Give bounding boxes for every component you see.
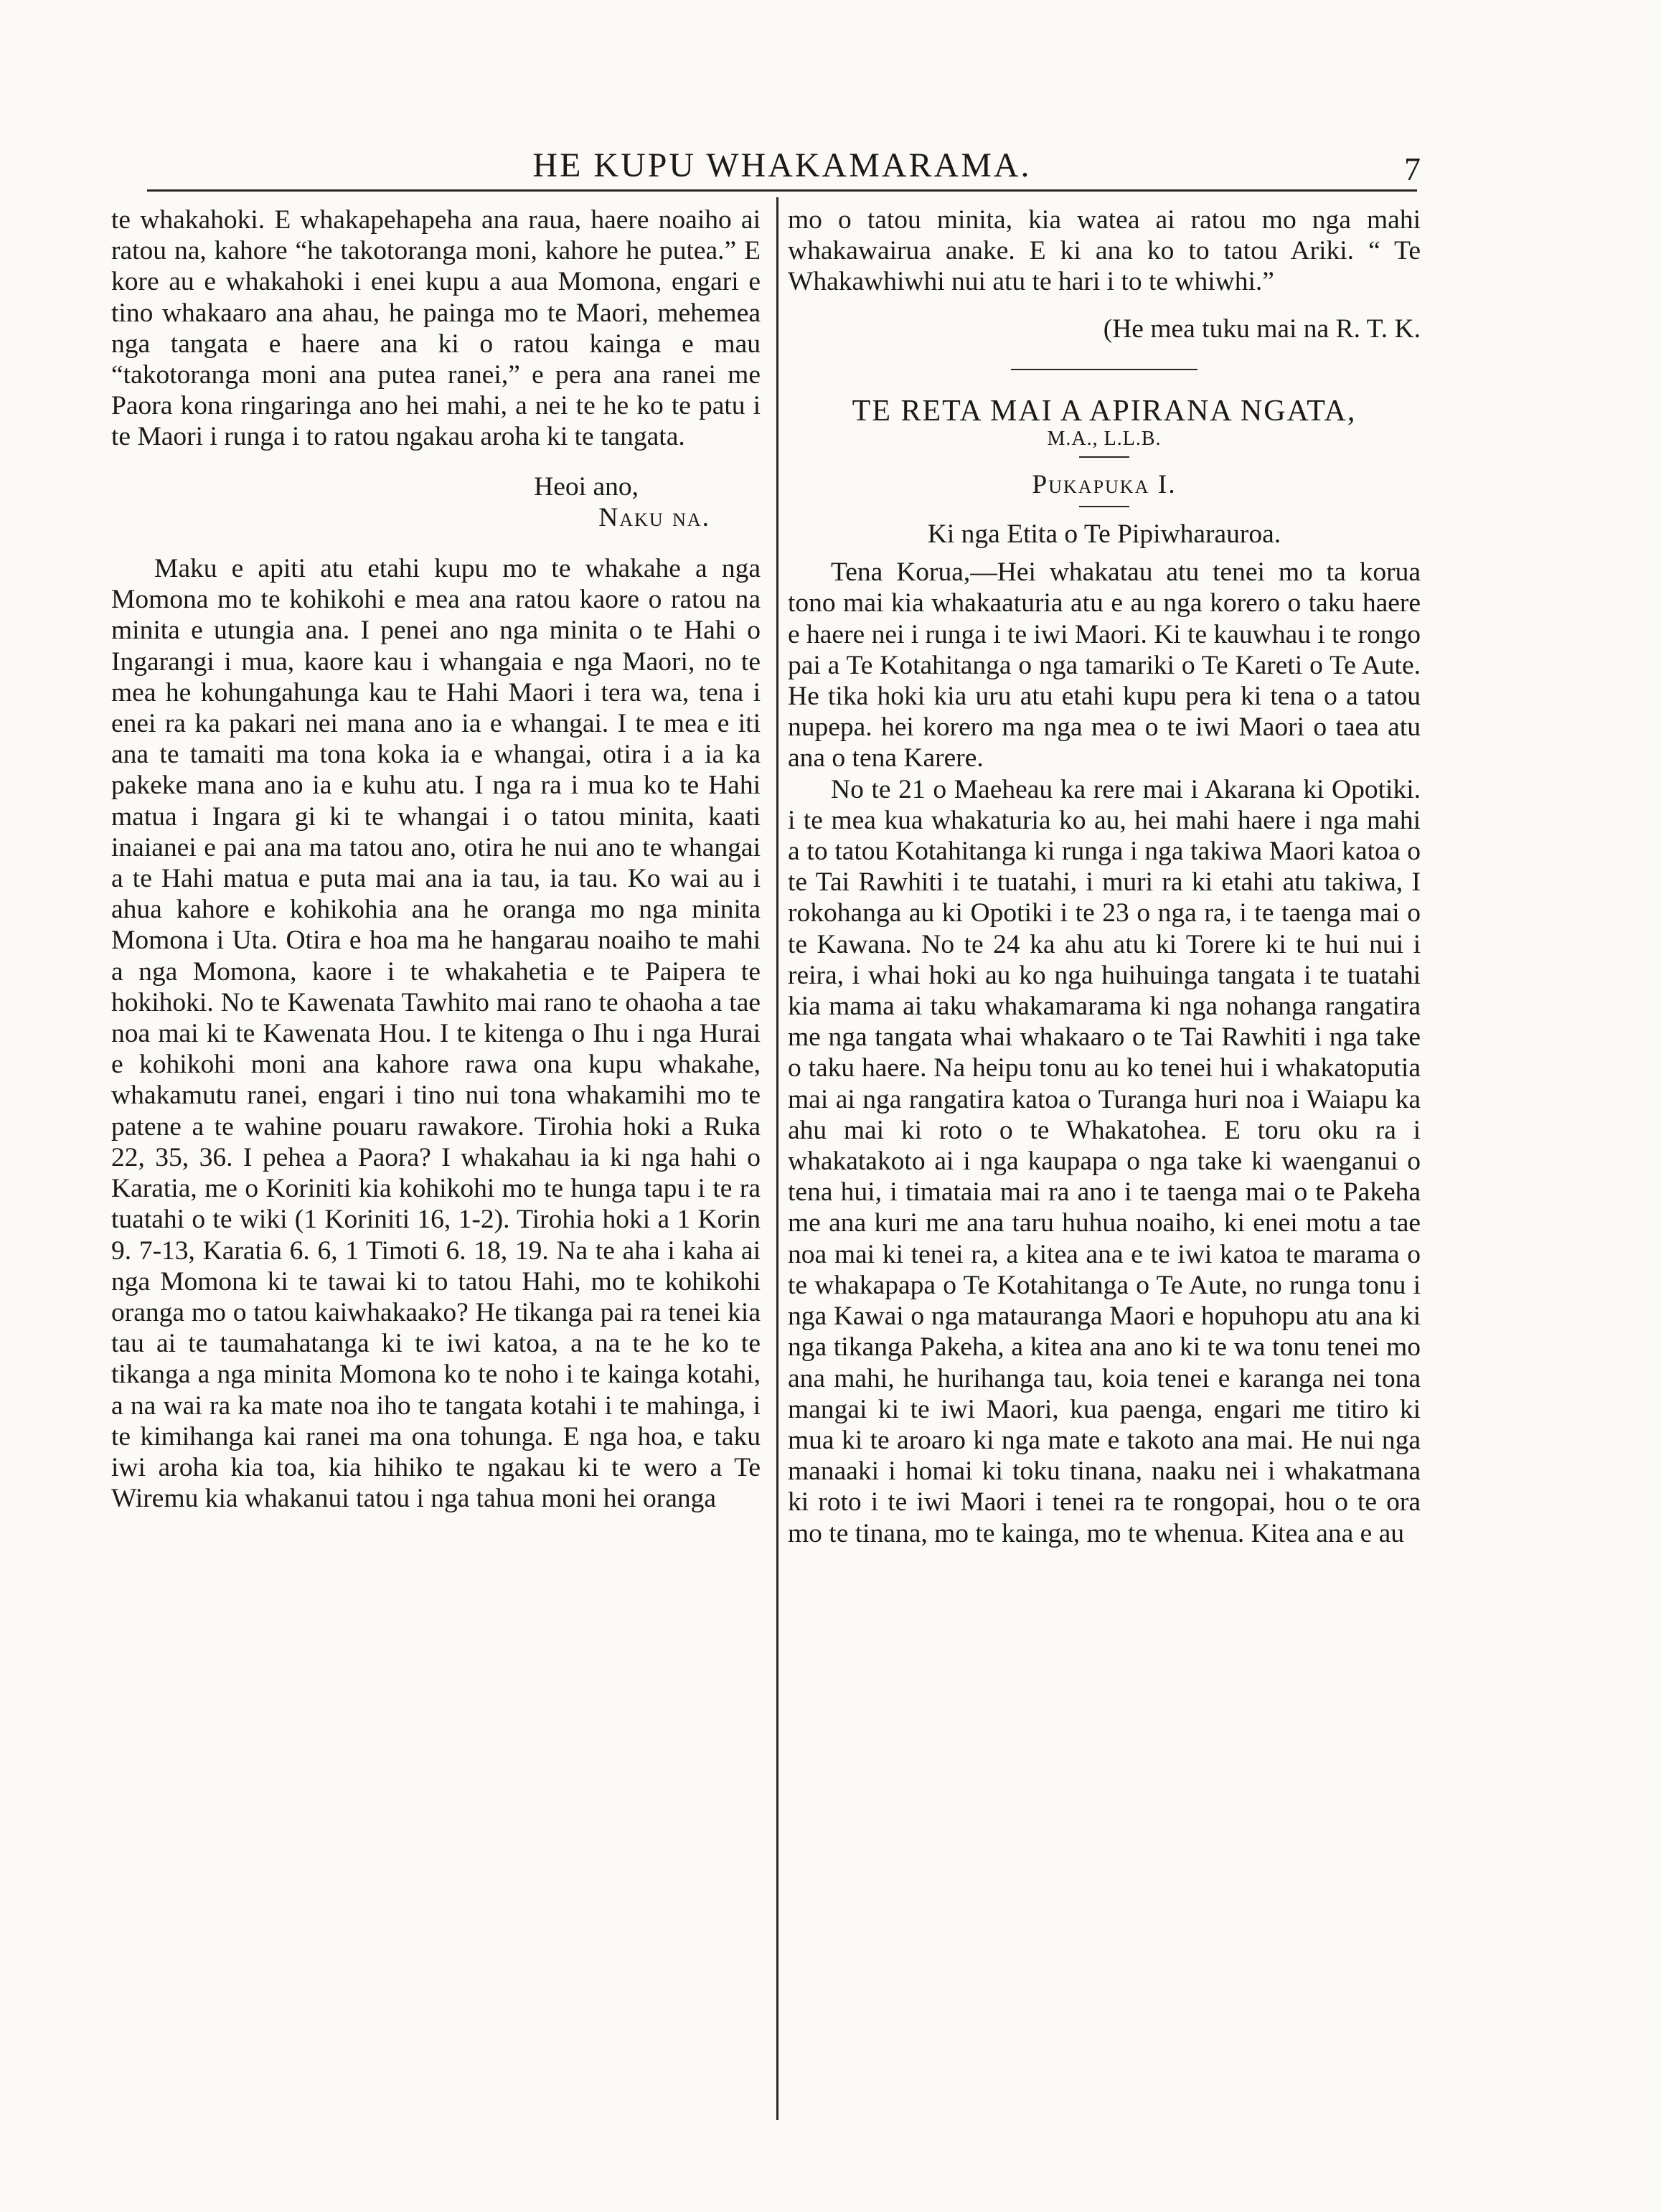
signoff-name: Naku na. <box>598 502 710 532</box>
left-paragraph-1: te whakahoki. E whakapehapeha ana raua, haere noaiho ai ratou na, kahore “he takotoranga moni, kahore he putea.” E kore au e whakahoki i enei kupu a aua Momona, engari e tino whakaaro ana ahau, he painga mo te Maori, mehemea nga tangata e haere ana ki o ratou kainga e mau “takotoranga moni ana putea ranei,” e pera ana ranei me Paora kona ringaringa ano hei mahi, a nei te he ko te patu i te Maori i runga i to ratou ngakau aroha ki te tangata. <box>111 205 761 452</box>
page-number: 7 <box>1404 151 1421 187</box>
signoff-greeting: Heoi ano, <box>534 471 639 502</box>
book-dash <box>1079 506 1129 507</box>
header-rule <box>147 189 1417 192</box>
contributor-credit: (He mea tuku mai na R. T. K. <box>1103 314 1421 344</box>
letter-subtitle: M.A., L.L.B. <box>1047 427 1162 450</box>
running-title: HE KUPU WHAKAMARAMA. <box>532 146 1032 184</box>
right-paragraph-1: mo o tatou minita, kia watea ai ratou mo nga mahi whakawairua anake. E ki ana ko to tatou Ariki. “ Te Whakawhiwhi nui atu te hari i to te whiwhi.” <box>788 205 1421 297</box>
title-dash <box>1079 456 1129 458</box>
column-divider <box>776 197 778 2120</box>
page-header <box>143 140 1421 190</box>
addressee: Ki nga Etita o Te Pipiwharauroa. <box>927 519 1281 550</box>
letter-title: TE RETA MAI A APIRANA NGATA, <box>852 394 1357 428</box>
section-rule <box>1011 369 1197 370</box>
left-column <box>111 204 761 1514</box>
left-paragraph-2: Maku e apiti atu etahi kupu mo te whakahe a nga Momona mo te kohikohi e mea ana ratou kaore o ratou na minita e utungia ana. I penei ano nga minita o te Hahi o Ingarangi i mua, kaore kau i whangaia e nga Maori, no te mea he kohungahunga kau te Hahi Maori i tera wa, tena i enei ra ka pakari nei mana ano ia e whangai. I te mea e iti ana te tamaiti ma tona koka ia e whangai, otira i a ia ka pakeke mana ano ia e kuhu atu. I nga ra i mua ko te Hahi matua i Ingara gi ki te whangai i o tatou minita, kaati inaianei e pai ana ma tatou ano, otira he nui ano te whangai a te Hahi matua e puta mai ana ia tau, ia tau. Ko wai au i ahua kahore e kohikohia ana he oranga mo nga minita Momona i Uta. Otira e hoa ma he hangarau noaiho te mahi a nga Momona, kaore i te whakahetia e te Paipera te hokihoki. No te Kawenata Tawhito mai rano te ohaoha a tae noa mai ki te Kawenata Hou. I te kitenga o Ihu i nga Hurai e kohikohi moni ana kahore rawa ona kupu whakahe, whakamutu ranei, engari i tino nui tona whakamihi mo te patene a te wahine pouaru rawakore. Tirohia hoki a Ruka 22, 35, 36. I pehea a Paora? I whakahau ia ki nga hahi o Karatia, me o Koriniti kia kohikohi mo te hunga tapu i te ra tuatahi o te wiki (1 Koriniti 16, 1-2). Tirohia hoki a 1 Korin 9. 7-13, Karatia 6. 6, 1 Timoti 6. 18, 19. Na te aha i kaha ai nga Momona ki te tawai ki to tatou Hahi, mo te kohikohi oranga mo o tatou kaiwhakaako? He tikanga pai ra tenei kia tau ai te taumahatanga ki te iwi katoa, a na te he ko te tikanga a nga minita Momona ko te noho i te kainga kotahi, a na wai ra ka mate noa iho te tangata kotahi i te mahinga, i te kimihanga kai ranei ma ona tohunga. E nga hoa, e taku iwi aroha kia toa, kia hihiko te ngakau ki te wero a Te Wiremu kia whakanui tatou i nga tahua moni hei oranga <box>111 554 761 1514</box>
right-column <box>788 204 1421 1549</box>
right-paragraph-2: Tena Korua,—Hei whakatau atu tenei mo ta korua tono mai kia whakaaturia atu e au nga korero o taku haere e haere nei i runga i te iwi Maori. Ki te kauwhau i te rongo pai a Te Kotahitanga o nga tamariki o Te Kareti o Te Aute. He tika hoki kia uru atu etahi kupu pera ki tena o a tatou nupepa. hei korero ma nga mea o te iwi Maori o taea atu ana o tena Karere. <box>788 557 1421 773</box>
right-paragraph-3: No te 21 o Maeheau ka rere mai i Akarana ki Opotiki. i te mea kua whakaturia ko au, hei mahi haere i nga mahi a to tatou Kotahitanga ki runga i nga takiwa Maori katoa o te Tai Rawhiti i te tuatahi, i muri ra ki etahi atu takiwa, I rokohanga au ki Opotiki i te 23 o nga ra, i te taenga mai o te Kawana. No te 24 ka ahu atu ki Torere ki te hui nui i reira, i whai hoki au ko nga huihuinga tangata i te tuatahi kia mama ai taku whakamarama ki nga nohanga rangatira me nga tangata whai whakaaro o te Tai Rawhiti i nga take o taku haere. Na heipu tonu au ko tenei hui i whakatoputia mai ai nga rangatira katoa o Turanga huri noa i Waiapu ka ahu mai ki roto o te Whakatohea. E toru oku ra i whakatakoto ai i nga kaupapa o nga take ki waenganui o tena hui, i timataia mai ra ano i te taenga mai o te Pakeha me ana kuri me ana taru huhua noaiho, ki enei motu a tae noa mai ki tenei ra, a kitea ana e te iwi katoa te marama o te whakapapa o Te Kotahitanga o Te Aute, no runga tonu i nga Kawai o nga matauranga Maori e hopuhopu atu ana ki nga tikanga Pakeha, a kitea ana ano ki te wa tonu tenei mo ana mahi, he hurihanga tau, koia tenei e karanga nei tona mangai ki te iwi Maori, kua paenga, engari me titiro ki mua ki te aroaro ki nga mate e takoto ana mai. He nui nga manaaki i homai ki toku tinana, naaku nei i whakatmana ki roto i te iwi Maori i tenei ra te rongopai, hou o te ora mo te tinana, mo te kainga, mo te whenua. Kitea ana e au <box>788 774 1421 1548</box>
book-label: Pukapuka I. <box>1032 469 1177 499</box>
